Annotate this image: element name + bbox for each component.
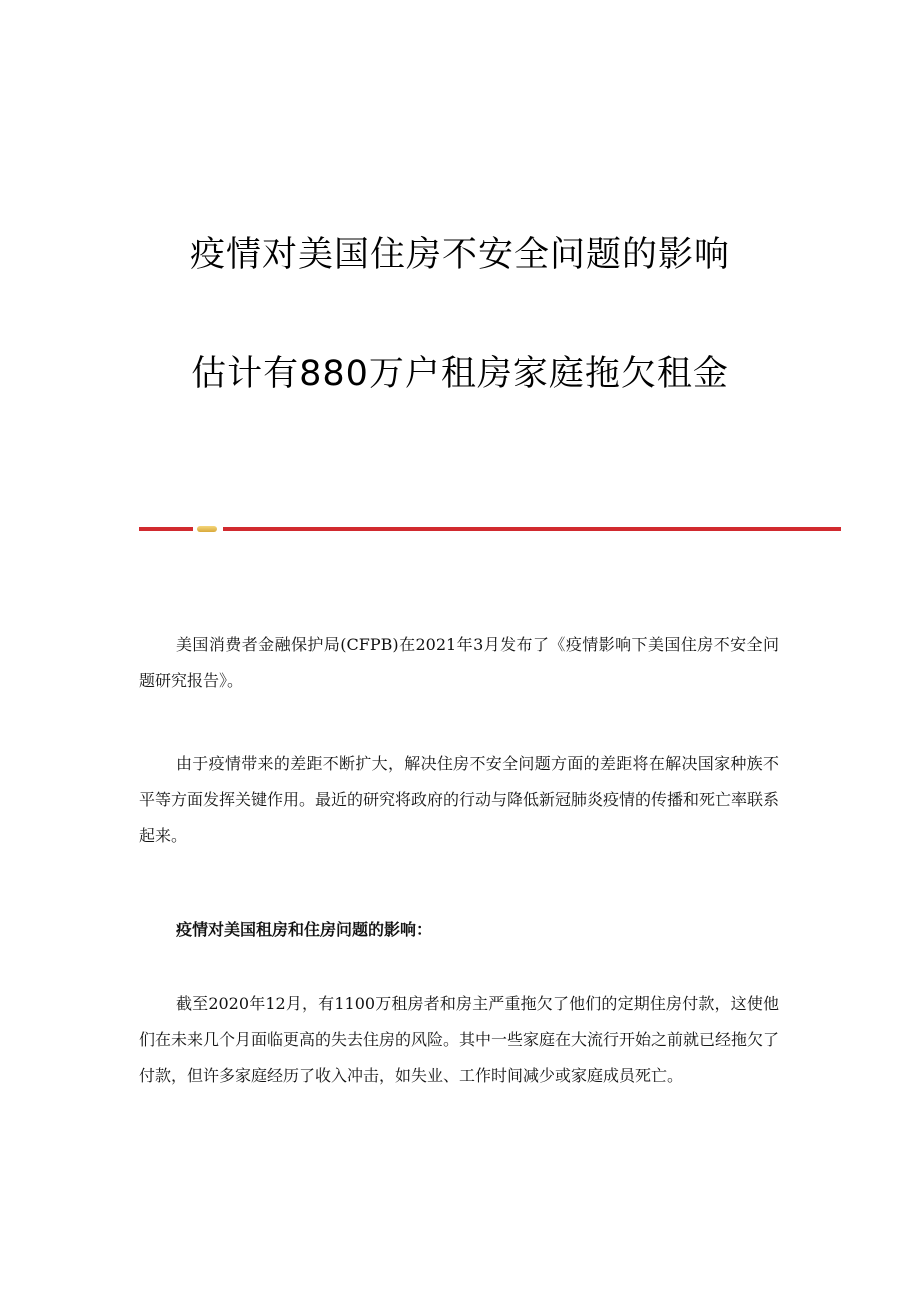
paragraph-context: 由于疫情带来的差距不断扩大，解决住房不安全问题方面的差距将在解决国家种族不平等方面发挥关键作用。最近的研究将政府的行动与降低新冠肺炎疫情的传播和死亡率联系起来。 [139, 754, 780, 845]
title-divider [139, 524, 841, 534]
divider-bar-right [223, 527, 841, 531]
document-title-line-2: 估计有880万户租房家庭拖欠租金 [191, 354, 729, 394]
paragraph-intro: 美国消费者金融保护局(CFPB)在2021年3月发布了《疫情影响下美国住房不安全问题研究报告》。 [139, 635, 779, 690]
divider-ornament-icon [197, 526, 217, 532]
section-heading: 疫情对美国租房和住房问题的影响： [176, 920, 433, 939]
paragraph-impact: 截至2020年12月，有1100万租房者和房主严重拖欠了他们的定期住房付款，这使他们在未来几个月面临更高的失去住房的风险。其中一些家庭在大流行开始之前就已经拖欠了付款，但许多家庭经历了收入冲击，如失业、工作时间减少或家庭成员死亡。 [139, 994, 780, 1085]
divider-bar-left [139, 527, 193, 531]
document-title-line-1: 疫情对美国住房不安全问题的影响 [189, 235, 730, 275]
